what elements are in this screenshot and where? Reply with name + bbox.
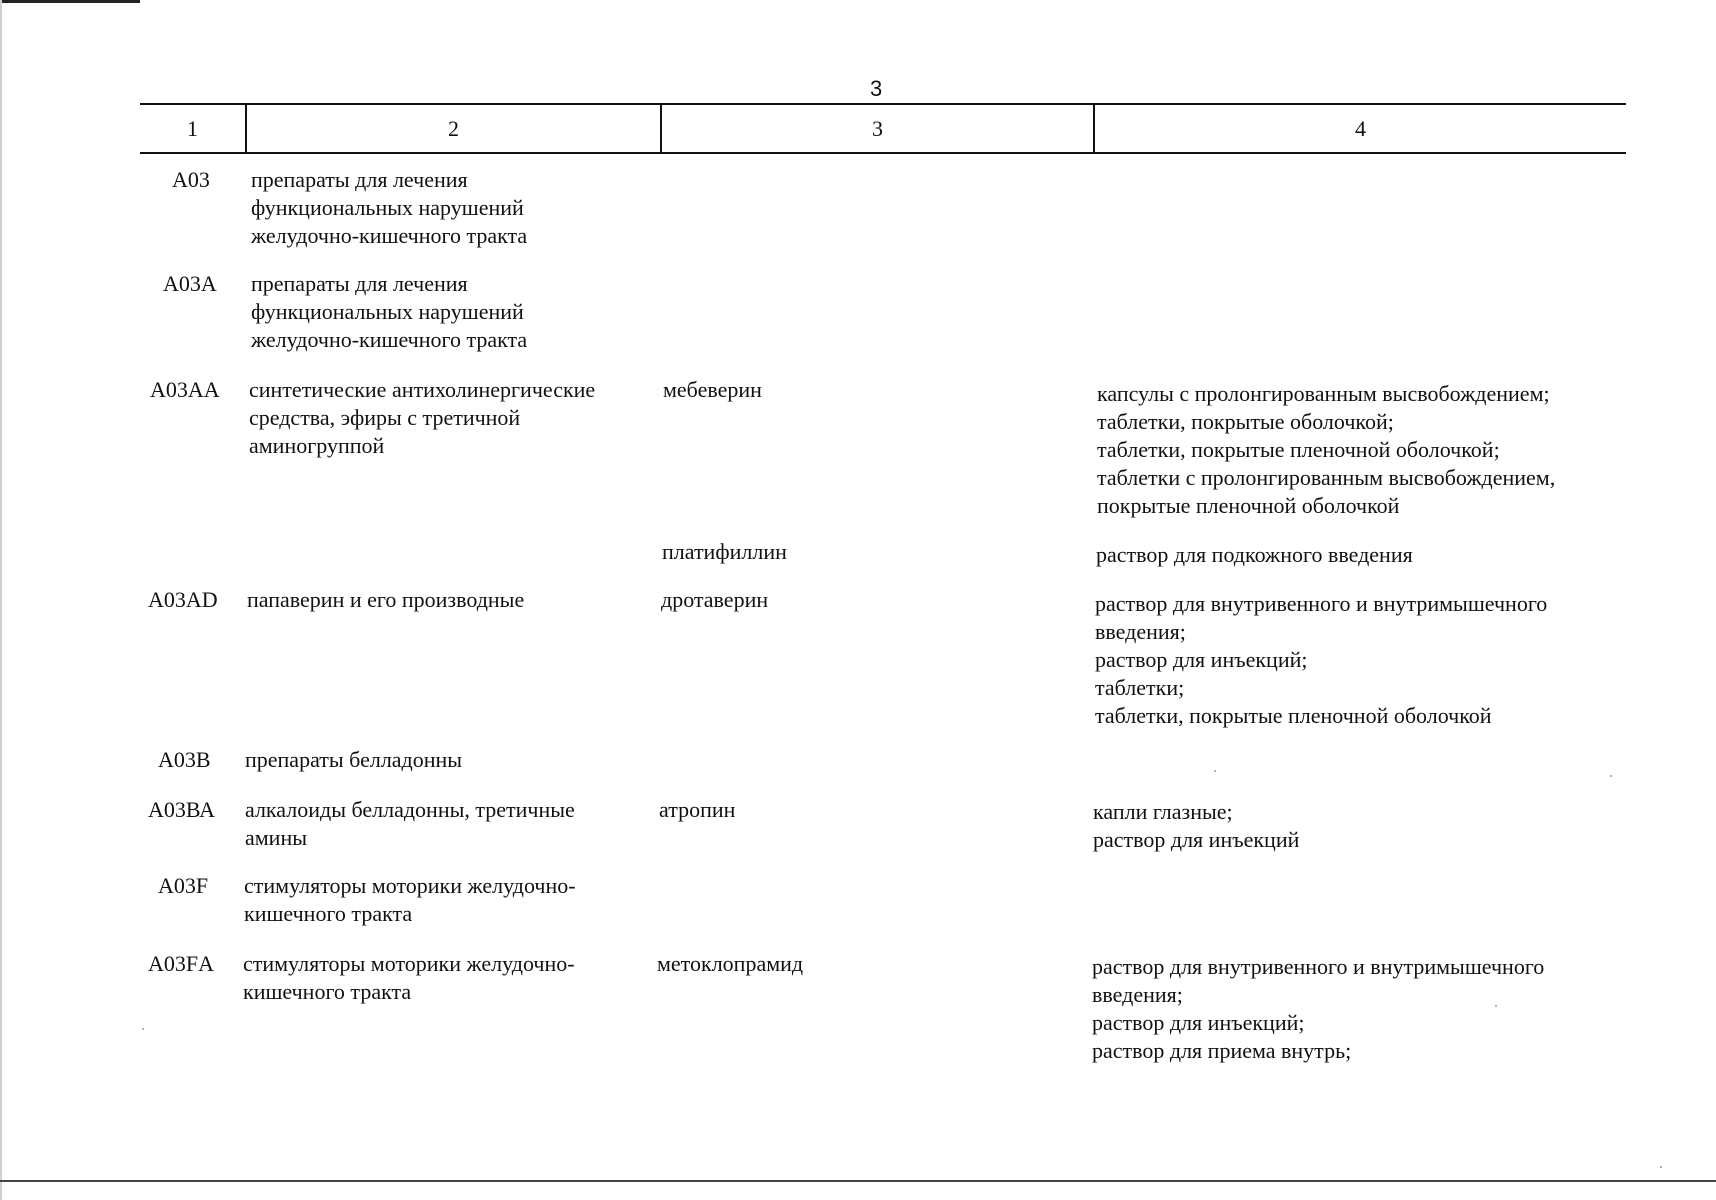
drug-name: атропин [659, 797, 736, 822]
group-name: препараты для лечения функциональных нарушений желудочно-кишечного тракта [251, 167, 528, 248]
group-name: препараты белладонны [245, 747, 463, 772]
dosage-forms: раствор для подкожного введения [1096, 542, 1413, 567]
group-name: папаверин и его производные [247, 587, 525, 612]
atc-code: А03А [163, 271, 217, 296]
scan-edge-top [0, 0, 140, 3]
atc-code: А03ВА [148, 797, 216, 822]
header-col-4: 4 [1355, 116, 1366, 141]
drug-name: дротаверин [661, 587, 769, 612]
scan-speck [1610, 775, 1612, 777]
scan-speck [1495, 1005, 1497, 1007]
dosage-forms: раствор для внутривенного и внутримышечного введения; раствор для инъекций; таблетки; таблетки, покрытые пленочной оболочкой [1095, 591, 1548, 728]
drug-name: метоклопрамид [657, 951, 804, 976]
atc-code: А03 [172, 167, 210, 192]
atc-code: А03АА [150, 377, 220, 402]
header-bottom-rule [140, 152, 1626, 154]
header-top-rule [140, 103, 1626, 105]
dosage-forms: раствор для внутривенного и внутримышечного введения; раствор для инъекций; раствор для приема внутрь; [1092, 954, 1545, 1063]
group-name: алкалоиды белладонны, третичные амины [245, 797, 575, 850]
header-col-2: 2 [448, 116, 459, 141]
atc-code: А03В [158, 747, 211, 772]
scan-edge-bottom [0, 1180, 1716, 1182]
scan-edge-left [0, 0, 2, 1200]
atc-code: А03F [158, 873, 209, 898]
dosage-forms: капсулы с пролонгированным высвобождением; таблетки, покрытые оболочкой; таблетки, покрытые пленочной оболочкой; таблетки с пролонгированным высвобождением, покрытые пленочной оболочкой [1097, 381, 1556, 518]
scan-speck [1660, 1166, 1662, 1168]
atc-code: А03АD [148, 587, 218, 612]
group-name: стимуляторы моторики желудочно- кишечного тракта [243, 951, 575, 1004]
group-name: препараты для лечения функциональных нарушений желудочно-кишечного тракта [251, 271, 528, 352]
header-col-1: 1 [187, 116, 198, 141]
group-name: стимуляторы моторики желудочно- кишечного тракта [244, 873, 576, 926]
drug-name: платифиллин [662, 539, 787, 564]
drug-name: мебеверин [663, 377, 762, 402]
page-number: 3 [870, 76, 883, 101]
scan-speck [1214, 770, 1216, 772]
atc-code: А03FА [148, 951, 215, 976]
header-col-3: 3 [872, 116, 883, 141]
scan-speck [142, 1028, 144, 1030]
group-name: синтетические антихолинергические средства, эфиры с третичной аминогруппой [249, 377, 596, 458]
dosage-forms: капли глазные; раствор для инъекций [1093, 799, 1300, 852]
